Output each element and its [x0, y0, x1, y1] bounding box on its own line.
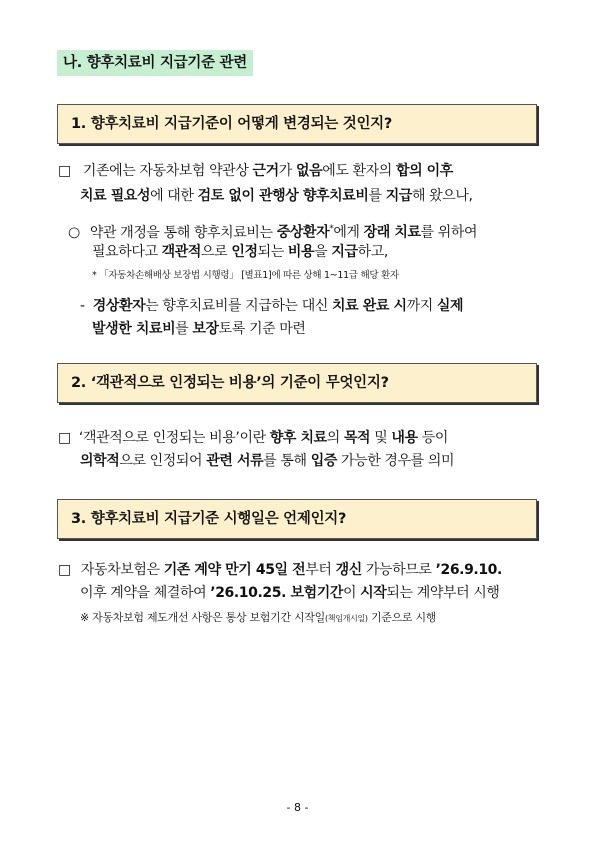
q3-line-2: 이후 계약을 체결하여 ’26.10.25. 보험기간이 시작되는 계약부터 시행 [80, 585, 500, 601]
q1-bullet-line-1: □ 기존에는 자동차보험 약관상 근거가 없음에도 환자의 합의 이후 [58, 163, 453, 179]
square-bullet-icon: □ [58, 163, 71, 179]
question-box-1 [57, 104, 537, 144]
dash-bullet: - [80, 298, 85, 314]
q1-sub-line-1: ○ 약관 개정을 통해 향후치료비는 중상환자*에게 장래 치료를 위하여 [68, 224, 478, 241]
q1-bullet-line-2: 치료 필요성에 대한 검토 없이 관행상 향후치료비를 지급해 왔으나, [80, 188, 473, 204]
question-box-2 [57, 363, 537, 403]
question-title-2: 2. ‘객관적으로 인정되는 비용’의 기준이 무엇인지? [71, 375, 389, 391]
question-title-3: 3. 향후치료비 지급기준 시행일은 언제인지? [71, 511, 347, 527]
q1-dash-line-2: 발생한 치료비를 보장토록 기준 마련 [92, 321, 306, 337]
q2-line-1: □ ‘객관적으로 인정되는 비용’이란 향후 치료의 목적 및 내용 등이 [58, 430, 448, 446]
question-box-3 [57, 499, 537, 539]
q3-line-1: □ 자동차보험은 기존 계약 만기 45일 전부터 갱신 가능하므로 ’26.9.10. [58, 562, 502, 578]
section-heading: 나. 향후치료비 지급기준 관련 [57, 50, 253, 76]
circle-bullet-icon: ○ [68, 224, 80, 241]
q1-sub-line-2: 필요하다고 객관적으로 인정되는 비용을 지급하고, [92, 244, 388, 260]
q1-dash-line-1: - 경상환자는 향후치료비를 지급하는 대신 치료 완료 시까지 실제 [80, 298, 464, 314]
q1-footnote: * 「자동차손해배상 보장법 시행령」 [별표1]에 따른 상해 1~11급 해당 환자 [92, 270, 399, 281]
square-bullet-icon: □ [58, 430, 71, 446]
q3-note: ※ 자동차보험 제도개선 사항은 통상 보험기간 시작일(책임개시일) 기준으로 시행 [80, 611, 437, 624]
page-number: - 8 - [286, 801, 309, 814]
question-title-1: 1. 향후치료비 지급기준이 어떻게 변경되는 것인지? [71, 116, 392, 132]
square-bullet-icon: □ [58, 562, 71, 578]
q2-line-2: 의학적으로 인정되어 관련 서류를 통해 입증 가능한 경우를 의미 [80, 453, 455, 469]
